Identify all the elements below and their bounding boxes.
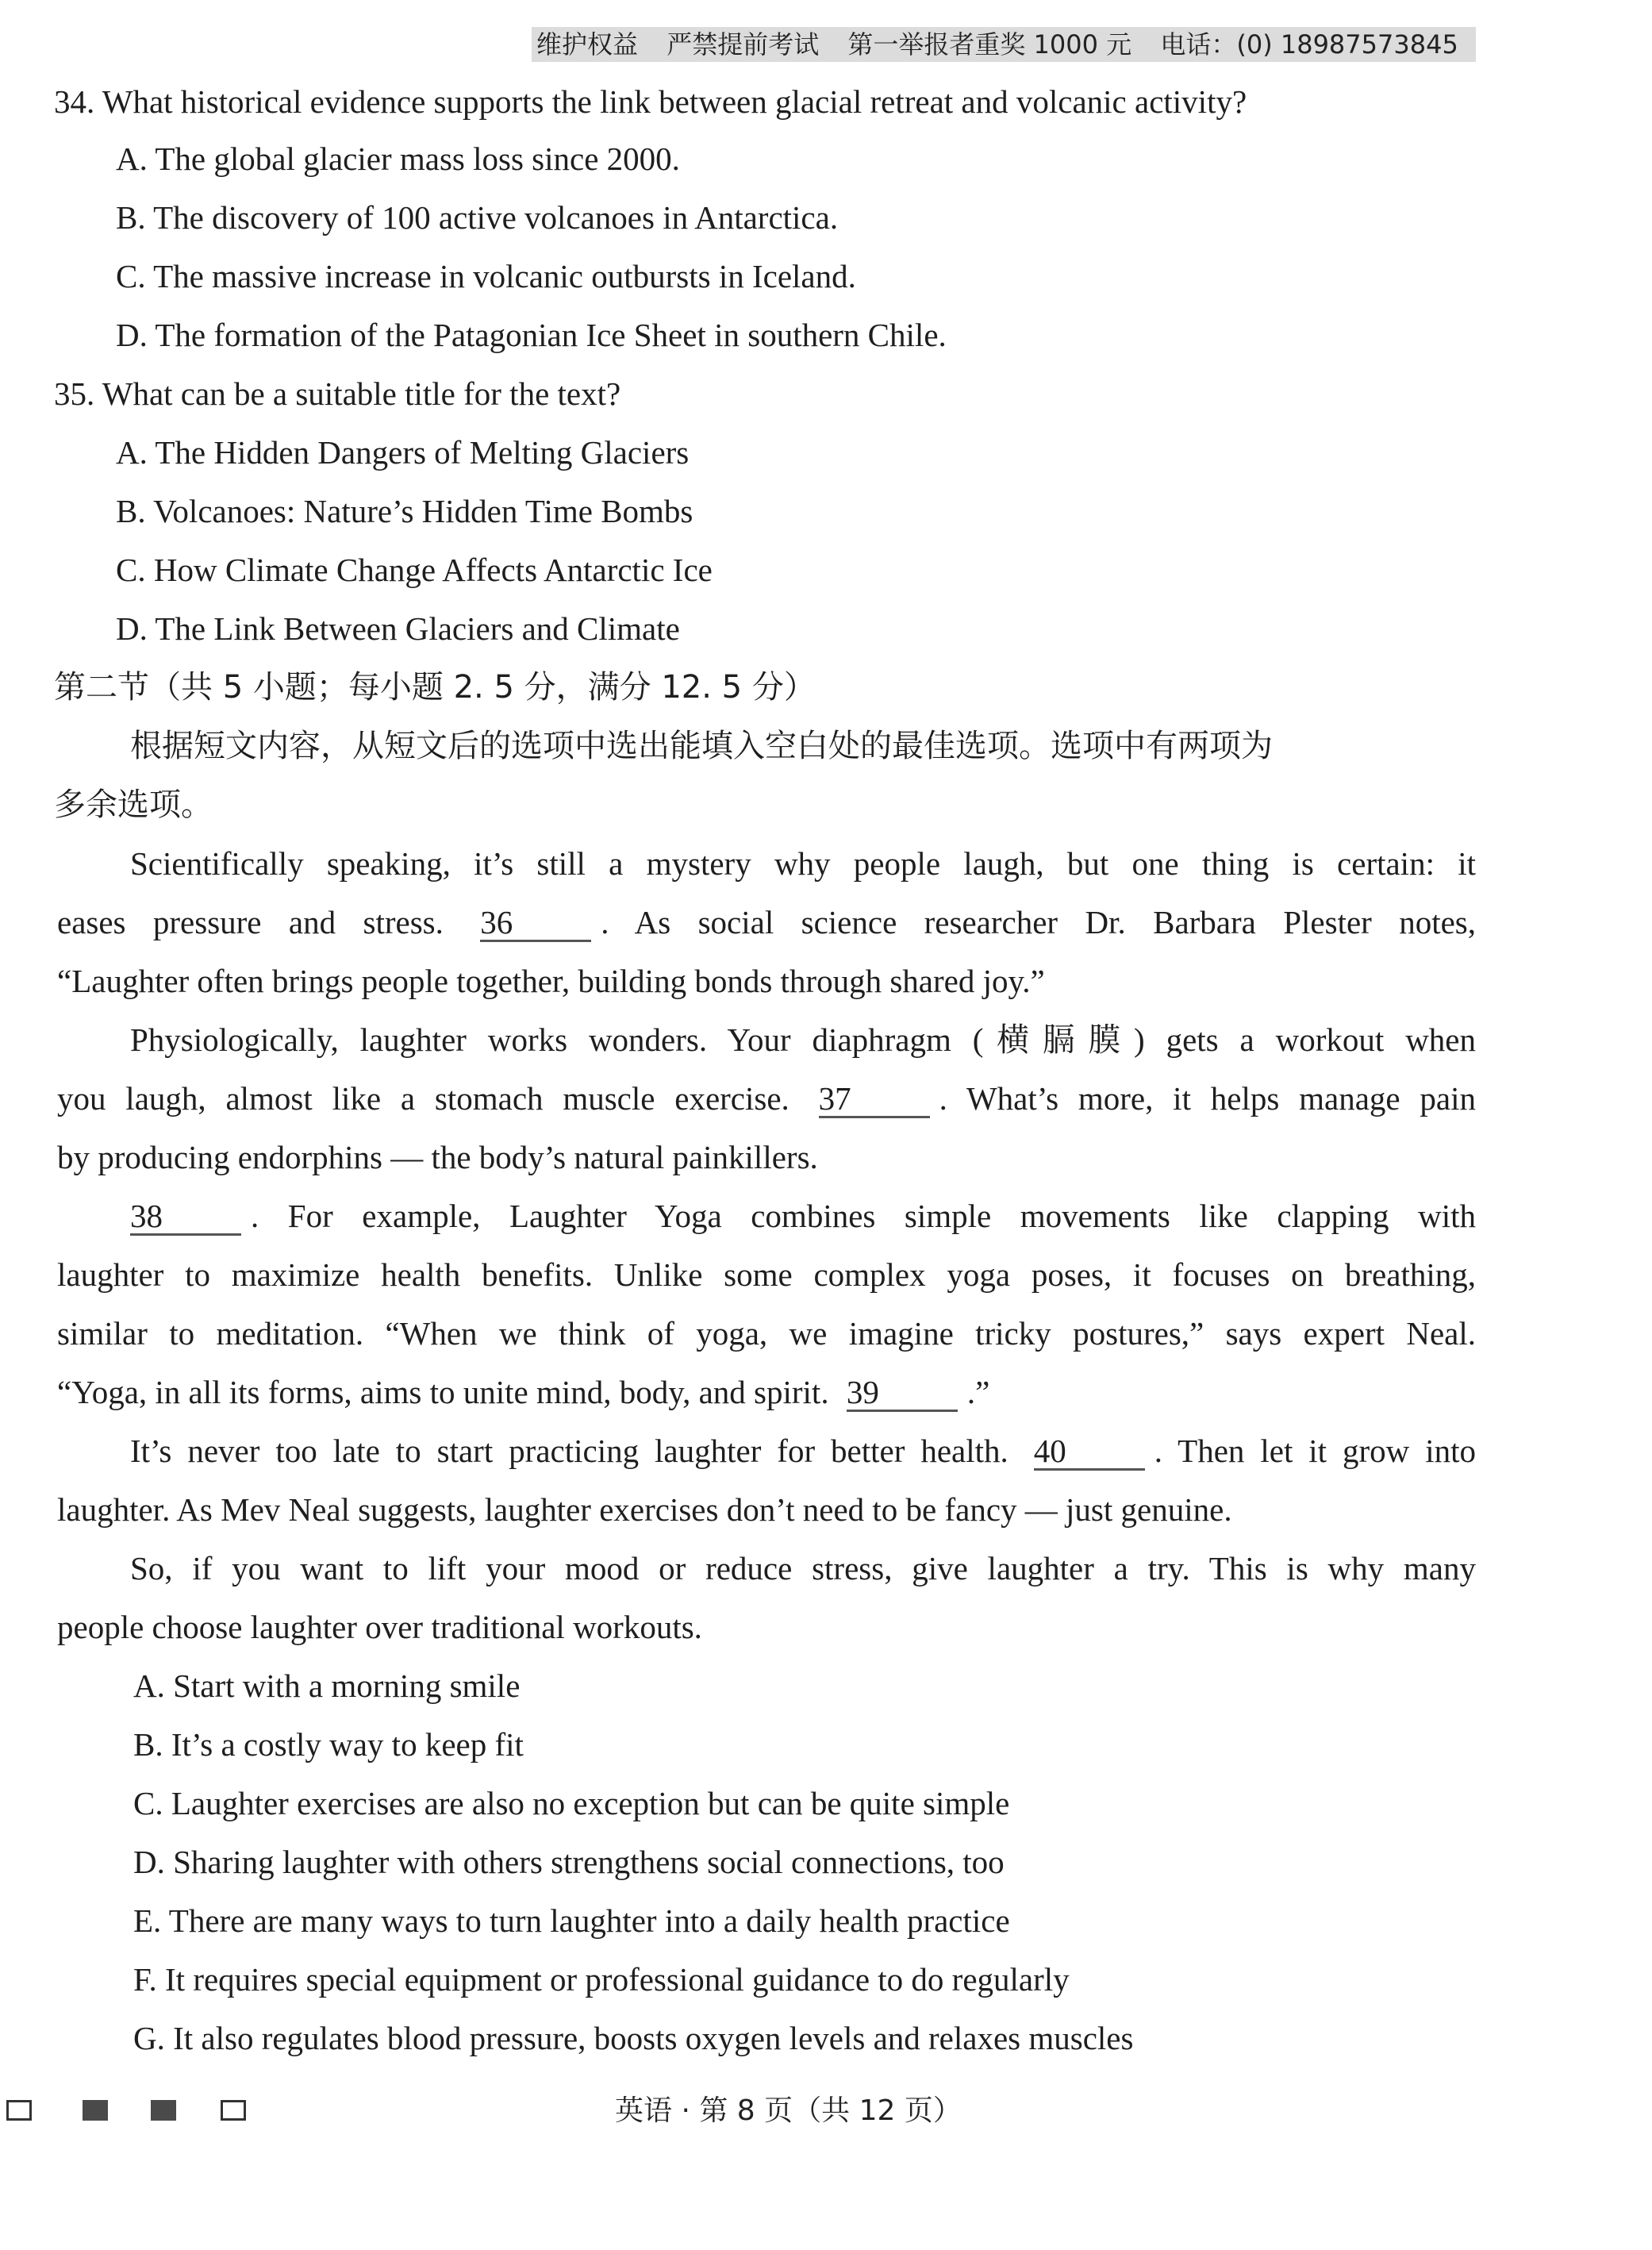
answer-option-a: A. Start with a morning smile <box>133 1667 521 1704</box>
notice-rights: 维护权益 <box>536 29 639 60</box>
question-34-option-c: C. The massive increase in volcanic outbursts in Iceland. <box>116 258 856 294</box>
question-34-stem <box>54 79 1247 124</box>
answer-option-d: D. Sharing laughter with others strengthens social connections, too <box>133 1844 1005 1880</box>
passage-p4-line1 <box>130 1429 1476 1473</box>
question-34-option-a: A. The global glacier mass loss since 2000. <box>116 140 680 177</box>
section-instruction-line2: 多余选项。 <box>54 787 213 823</box>
question-35-option-d: D. The Link Between Glaciers and Climate <box>116 610 680 647</box>
section-instruction-line1: 根据短文内容，从短文后的选项中选出能填入空白处的最佳选项。选项中有两项为 <box>130 728 1273 764</box>
question-35-stem <box>54 371 620 416</box>
answer-option-e: E. There are many ways to turn laughter into a daily health practice <box>133 1902 1010 1939</box>
question-number: 34. <box>54 83 95 120</box>
passage-p2-line3: by producing endorphins — the body’s natural painkillers. <box>57 1139 818 1175</box>
blank-40[interactable]: 40 <box>1034 1433 1145 1471</box>
passage-text: “Yoga, in all its forms, aims to unite mind, body, and spirit. <box>57 1374 829 1410</box>
question-34-option-b: B. The discovery of 100 active volcanoes in Antarctica. <box>116 199 839 236</box>
passage-text: you laugh, almost like a stomach muscle exercise. <box>57 1080 790 1117</box>
answer-option-g: G. It also regulates blood pressure, boosts oxygen levels and relaxes muscles <box>133 2020 1134 2056</box>
passage-text: . Then let it grow into <box>1154 1433 1477 1469</box>
passage-text: . What’s more, it helps manage pain <box>939 1080 1477 1117</box>
page-number-label: 英语 · 第 8 页（共 12 页） <box>615 2094 962 2127</box>
notice-no-early-exam: 严禁提前考试 <box>667 29 820 60</box>
passage-p3-line2: laughter to maximize health benefits. Unlike some complex yoga poses, it focuses on breathing, <box>57 1256 1476 1293</box>
page-footer <box>0 2087 1652 2135</box>
passage-p1-line3: “Laughter often brings people together, building bonds through shared joy.” <box>57 963 1045 999</box>
answer-option-b: B. It’s a costly way to keep fit <box>133 1726 524 1763</box>
passage-p2-line2 <box>57 1076 1476 1121</box>
registration-mark-empty-icon <box>6 2100 32 2121</box>
passage-p5-line2: people choose laughter over traditional workouts. <box>57 1609 702 1645</box>
section-title: 第二节（共 5 小题；每小题 2. 5 分，满分 12. 5 分） <box>54 669 816 706</box>
blank-37[interactable]: 37 <box>819 1081 930 1118</box>
question-35-option-b: B. Volcanoes: Nature’s Hidden Time Bombs <box>116 493 693 529</box>
question-text: What historical evidence supports the link between glacial retreat and volcanic activity? <box>102 83 1247 120</box>
blank-38[interactable]: 38 <box>130 1198 241 1236</box>
passage-text: It’s never too late to start practicing laughter for better health. <box>130 1433 1008 1469</box>
answer-option-c: C. Laughter exercises are also no exception but can be quite simple <box>133 1785 1010 1821</box>
question-text: What can be a suitable title for the text? <box>102 375 621 412</box>
passage-text: . As social science researcher Dr. Barbara Plester notes, <box>601 904 1477 940</box>
passage-p3-line3: similar to meditation. “When we think of yoga, we imagine tricky postures,” says expert Neal. <box>57 1315 1476 1352</box>
question-35-option-a: A. The Hidden Dangers of Melting Glaciers <box>116 434 690 471</box>
passage-p4-line2: laughter. As Mev Neal suggests, laughter exercises don’t need to be fancy — just genuine. <box>57 1491 1232 1528</box>
passage-p3-line1 <box>130 1194 1476 1238</box>
question-35-option-c: C. How Climate Change Affects Antarctic Ice <box>116 552 713 588</box>
passage-p3-line4 <box>57 1370 1476 1414</box>
blank-39[interactable]: 39 <box>847 1375 958 1412</box>
registration-mark-filled-icon <box>83 2100 108 2121</box>
passage-p1-line2 <box>57 900 1476 944</box>
passage-p2-line1: Physiologically, laughter works wonders. Your diaphragm (横膈膜) gets a workout when <box>130 1021 1476 1058</box>
answer-option-f: F. It requires special equipment or professional guidance to do regularly <box>133 1961 1070 1998</box>
blank-36[interactable]: 36 <box>480 905 591 942</box>
passage-p1-line1: Scientifically speaking, it’s still a mystery why people laugh, but one thing is certain: it <box>130 845 1476 882</box>
question-34-option-d: D. The formation of the Patagonian Ice Sheet in southern Chile. <box>116 317 947 353</box>
exam-notice-banner <box>532 27 1476 62</box>
passage-p5-line1: So, if you want to lift your mood or reduce stress, give laughter a try. This is why many <box>130 1550 1476 1587</box>
passage-text: eases pressure and stress. <box>57 904 444 940</box>
notice-phone: 电话：(0) 18987573845 <box>1160 29 1458 60</box>
passage-text: .” <box>966 1374 990 1410</box>
registration-mark-filled-icon <box>151 2100 176 2121</box>
question-number: 35. <box>54 375 95 412</box>
notice-reward: 第一举报者重奖 1000 元 <box>847 29 1132 60</box>
passage-text: . For example, Laughter Yoga combines simple movements like clapping with <box>251 1198 1476 1234</box>
registration-mark-empty-icon <box>221 2100 246 2121</box>
